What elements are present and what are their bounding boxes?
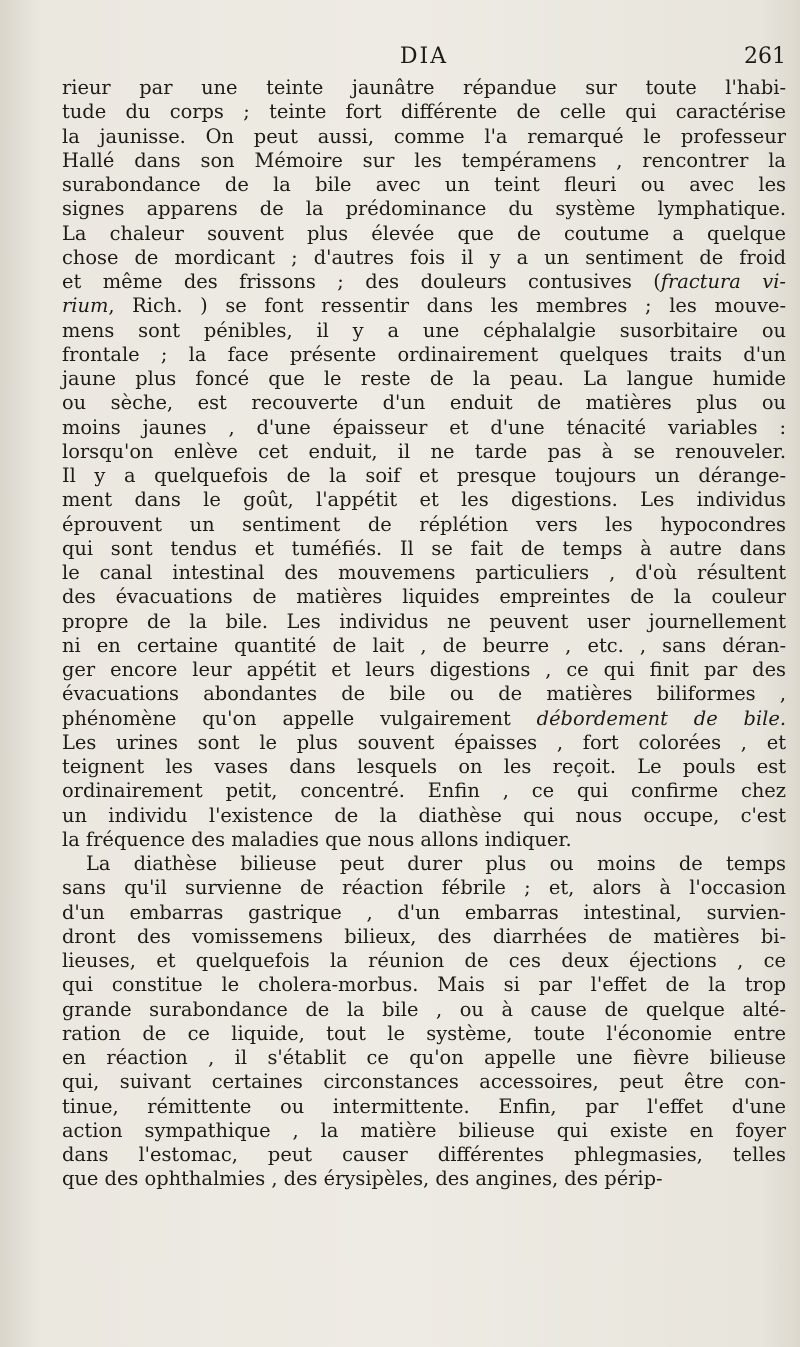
- text-line: [62, 149, 786, 173]
- text-segment: tude du corps ; teinte fort différente de celle qui caractérise: [62, 100, 786, 124]
- text-segment: que des ophthalmies , des érysipèles, des angines, des périp-: [62, 1167, 663, 1191]
- text-line: [62, 488, 786, 512]
- text-line: [62, 294, 786, 318]
- text-segment: rieur par une teinte jaunâtre répandue sur toute l'habi-: [62, 76, 786, 99]
- text-segment: ration de ce liquide, tout le système, toute l'économie entre: [62, 1021, 786, 1045]
- text-line: [62, 270, 786, 294]
- text-line: [62, 973, 786, 997]
- text-segment: la jaunisse. On peut aussi, comme l'a remarqué le professeur: [62, 124, 786, 148]
- text-line: [62, 925, 786, 949]
- text-segment: le canal intestinal des mouvemens particuliers , d'où résultent: [62, 561, 786, 584]
- text-segment: dans l'estomac, peut causer différentes phlegmasies, telles: [62, 1143, 786, 1166]
- text-segment: d'un embarras gastrique , d'un embarras intestinal, survien-: [62, 900, 786, 924]
- text-segment: frontale ; la face présente ordinairement quelques traits d'un: [62, 342, 786, 366]
- text-segment: la fréquence des maladies que nous allons indiquer.: [62, 827, 572, 851]
- text-line: [62, 1095, 786, 1119]
- text-line: [62, 949, 786, 973]
- text-line: [62, 779, 786, 803]
- text-segment: chose de mordicant ; d'autres fois il y a un sentiment de froid: [62, 245, 786, 269]
- text-line: [62, 755, 786, 779]
- text-segment: lorsqu'on enlève cet enduit, il ne tarde pas à se renouveler.: [62, 439, 786, 463]
- text-segment: Les urines sont le plus souvent épaisses , fort colorées , et: [62, 730, 786, 754]
- text-segment: Il y a quelquefois de la soif et presque toujours un dérange-: [62, 464, 786, 487]
- text-segment: qui sont tendus et tuméfiés. Il se fait de temps à autre dans: [62, 536, 786, 560]
- text-line: [62, 707, 786, 731]
- italic-text: débordement de bile.: [536, 706, 786, 730]
- text-line: [62, 731, 786, 755]
- text-line: [62, 998, 786, 1022]
- text-line: [62, 804, 786, 828]
- text-line: [62, 1070, 786, 1094]
- text-segment: et même des frissons ; des douleurs contusives (: [62, 270, 661, 293]
- text-line: [62, 876, 786, 900]
- text-line: [62, 1143, 786, 1167]
- text-segment: mens sont pénibles, il y a une céphalalgie susorbitaire ou: [62, 318, 786, 342]
- body-text: [62, 76, 786, 1192]
- text-line: [62, 391, 786, 415]
- text-segment: des évacuations de matières liquides empreintes de la couleur: [62, 585, 786, 609]
- text-segment: moins jaunes , d'une épaisseur et d'une ténacité variables :: [62, 415, 786, 439]
- text-segment: ger encore leur appétit et leurs digestions , ce qui finit par des: [62, 658, 786, 681]
- text-line: [62, 464, 786, 488]
- page-number: 261: [744, 44, 786, 69]
- text-line: [62, 513, 786, 537]
- text-line: [62, 634, 786, 658]
- text-segment: La chaleur souvent plus élevée que de coutume a quelque: [62, 221, 786, 245]
- text-segment: qui, suivant certaines circonstances accessoires, peut être con-: [62, 1070, 786, 1094]
- text-line: [62, 1167, 786, 1191]
- text-line: [62, 100, 786, 124]
- text-line: [62, 682, 786, 706]
- text-segment: sans qu'il survienne de réaction fébrile ; et, alors à l'occasion: [62, 876, 786, 900]
- text-segment: ni en certaine quantité de lait , de beurre , etc. , sans déran-: [62, 633, 786, 657]
- text-segment: phénomène qu'on appelle vulgairement: [62, 706, 537, 730]
- text-segment: , Rich. ) se font ressentir dans les membres ; les mouve-: [108, 294, 786, 318]
- italic-text: rium: [62, 294, 109, 318]
- text-line: [62, 537, 786, 561]
- text-segment: surabondance de la bile avec un teint fleuri ou avec les: [62, 173, 786, 196]
- text-segment: La diathèse bilieuse peut durer plus ou moins de temps: [86, 852, 786, 875]
- text-segment: grande surabondance de la bile , ou à cause de quelque alté-: [62, 997, 786, 1021]
- text-segment: un individu l'existence de la diathèse qui nous occupe, c'est: [62, 803, 786, 827]
- text-segment: teignent les vases dans lesquels on les reçoit. Le pouls est: [62, 755, 786, 778]
- text-line: [62, 585, 786, 609]
- text-segment: jaune plus foncé que le reste de la peau. La langue humide: [62, 367, 786, 390]
- text-line: [62, 197, 786, 221]
- text-segment: Hallé dans son Mémoire sur les tempéramens , rencontrer la: [62, 148, 786, 172]
- text-segment: ou sèche, est recouverte d'un enduit de matières plus ou: [62, 391, 786, 415]
- text-line: [62, 125, 786, 149]
- text-segment: dront des vomissemens bilieux, des diarrhées de matières bi-: [62, 924, 786, 948]
- text-line: [62, 222, 786, 246]
- text-segment: signes apparens de la prédominance du système lymphatique.: [62, 197, 786, 221]
- text-segment: en réaction , il s'établit ce qu'on appelle une fièvre bilieuse: [62, 1046, 786, 1069]
- paragraph: [62, 852, 786, 1192]
- text-line: [62, 561, 786, 585]
- text-line: [62, 1119, 786, 1143]
- running-head: DIA: [399, 44, 449, 69]
- text-line: [62, 440, 786, 464]
- paragraph: [62, 76, 786, 852]
- text-segment: évacuations abondantes de bile ou de matières biliformes ,: [62, 682, 786, 706]
- text-segment: action sympathique , la matière bilieuse qui existe en foyer: [62, 1118, 786, 1142]
- text-line: [62, 852, 786, 876]
- italic-text: fractura vi-: [660, 270, 786, 293]
- text-line: [62, 610, 786, 634]
- text-line: [62, 416, 786, 440]
- text-line: [62, 828, 786, 852]
- text-segment: propre de la bile. Les individus ne peuvent user journellement: [62, 609, 786, 633]
- page-header: [62, 40, 786, 80]
- text-segment: ordinairement petit, concentré. Enfin , ce qui confirme chez: [62, 779, 786, 803]
- text-segment: ment dans le goût, l'appétit et les digestions. Les individus: [62, 488, 786, 512]
- text-line: [62, 76, 786, 100]
- text-segment: éprouvent un sentiment de réplétion vers les hypocondres: [62, 512, 786, 536]
- text-line: [62, 246, 786, 270]
- text-segment: tinue, rémittente ou intermittente. Enfin, par l'effet d'une: [62, 1094, 786, 1118]
- text-line: [62, 343, 786, 367]
- text-line: [62, 1022, 786, 1046]
- text-line: [62, 367, 786, 391]
- text-segment: qui constitue le cholera-morbus. Mais si par l'effet de la trop: [62, 973, 786, 997]
- text-line: [62, 173, 786, 197]
- text-line: [62, 1046, 786, 1070]
- text-segment: lieuses, et quelquefois la réunion de ces deux éjections , ce: [62, 949, 786, 972]
- text-line: [62, 901, 786, 925]
- text-line: [62, 658, 786, 682]
- text-line: [62, 319, 786, 343]
